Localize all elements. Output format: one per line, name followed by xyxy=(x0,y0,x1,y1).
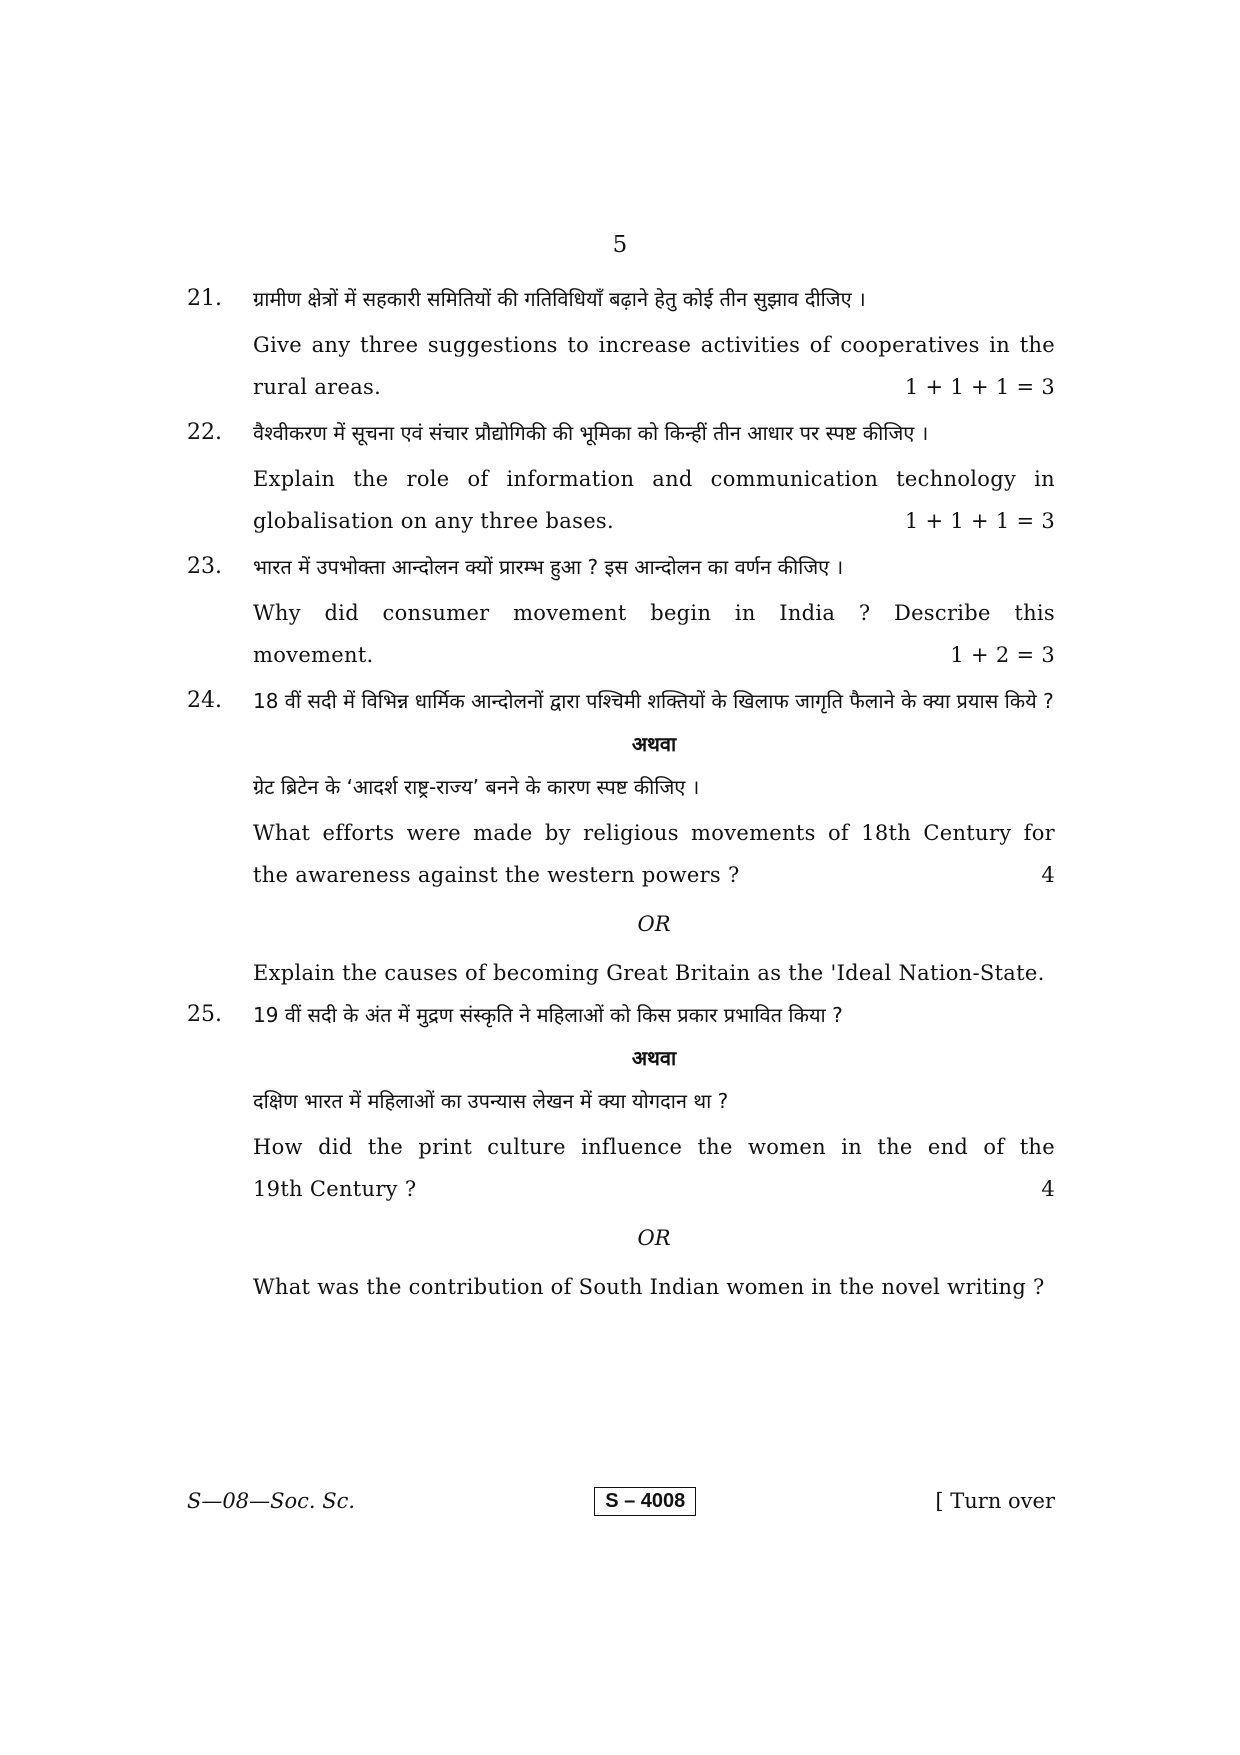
question-english-tail: 19th Century ? xyxy=(253,1177,417,1201)
question-hindi: भारत में उपभोक्ता आन्दोलन क्यों प्रारम्भ हुआ ? इस आन्दोलन का वर्णन कीजिए । xyxy=(253,555,844,579)
question-english-last-line xyxy=(253,500,1055,542)
or-divider-english: OR xyxy=(637,912,671,936)
question-number: 23. xyxy=(187,554,222,579)
question-english-alternative: Explain the causes of becoming Great Britain as the 'Ideal Nation-State. xyxy=(253,961,1045,985)
question-body xyxy=(253,994,1055,1308)
question-english-tail: rural areas. xyxy=(253,375,382,399)
paper-subject-code: S—08—Soc. Sc. xyxy=(187,1489,356,1513)
marks: 1 + 1 + 1 = 3 xyxy=(904,509,1055,533)
question-hindi: 18 वीं सदी में विभिन्न धार्मिक आन्दोलनों द्वारा पश्चिमी शक्तियों के खिलाफ जागृति फैलाने के क्या प्रयास किये ? xyxy=(253,689,1054,713)
marks: 4 xyxy=(1041,863,1055,887)
question-number: 21. xyxy=(187,286,222,311)
question-number: 24. xyxy=(187,688,222,713)
question-25 xyxy=(187,994,1055,1308)
marks: 1 + 2 = 3 xyxy=(950,643,1055,667)
question-english-last-line xyxy=(253,634,1055,676)
question-english-last-line xyxy=(253,366,1055,408)
question-english: Give any three suggestions to increase activities of cooperatives in the xyxy=(253,333,1055,357)
question-hindi: ग्रामीण क्षेत्रों में सहकारी समितियों की गतिविधियाँ बढ़ाने हेतु कोई तीन सुझाव दीजिए । xyxy=(253,287,866,311)
question-english-last-line xyxy=(253,1168,1055,1210)
question-english: How did the print culture influence the women in the end of the xyxy=(253,1135,1055,1159)
turn-over-note: [ Turn over xyxy=(935,1489,1055,1513)
question-hindi-alternative: ग्रेट ब्रिटेन के ‘आदर्श राष्ट्र-राज्य’ बनने के कारण स्पष्ट कीजिए । xyxy=(253,775,700,799)
question-number: 22. xyxy=(187,420,222,445)
marks: 4 xyxy=(1041,1177,1055,1201)
question-23 xyxy=(187,546,1055,680)
question-hindi: वैश्वीकरण में सूचना एवं संचार प्रौद्योगिकी की भूमिका को किन्हीं तीन आधार पर स्पष्ट कीजिए । xyxy=(253,421,929,445)
question-english-alternative: What was the contribution of South Indian women in the novel writing ? xyxy=(253,1275,1045,1299)
question-english-last-line xyxy=(253,854,1055,896)
question-hindi: 19 वीं सदी के अंत में मुद्रण संस्कृति ने महिलाओं को किस प्रकार प्रभावित किया ? xyxy=(253,1003,843,1027)
page-number: 5 xyxy=(612,232,628,258)
question-24 xyxy=(187,680,1055,994)
page-footer xyxy=(187,1484,1055,1518)
question-21 xyxy=(187,278,1055,412)
question-english: Why did consumer movement begin in India ? Describe this xyxy=(253,601,1055,625)
question-english-tail: the awareness against the western powers ? xyxy=(253,863,740,887)
paper-code-box: S – 4008 xyxy=(594,1487,696,1516)
question-hindi-alternative: दक्षिण भारत में महिलाओं का उपन्यास लेखन में क्या योगदान था ? xyxy=(253,1089,729,1113)
question-english: What efforts were made by religious movements of 18th Century for xyxy=(253,821,1055,845)
or-divider-hindi: अथवा xyxy=(631,732,677,756)
question-english: Explain the role of information and communication technology in xyxy=(253,467,1055,491)
question-22 xyxy=(187,412,1055,546)
question-english-tail: globalisation on any three bases. xyxy=(253,509,614,533)
marks: 1 + 1 + 1 = 3 xyxy=(904,375,1055,399)
question-body xyxy=(253,680,1055,994)
question-body xyxy=(253,412,1055,546)
question-number: 25. xyxy=(187,1002,222,1027)
question-english-tail: movement. xyxy=(253,643,374,667)
question-body xyxy=(253,546,1055,680)
or-divider-english: OR xyxy=(637,1226,671,1250)
question-body xyxy=(253,278,1055,412)
or-divider-hindi: अथवा xyxy=(631,1046,677,1070)
question-list xyxy=(187,278,1055,1308)
